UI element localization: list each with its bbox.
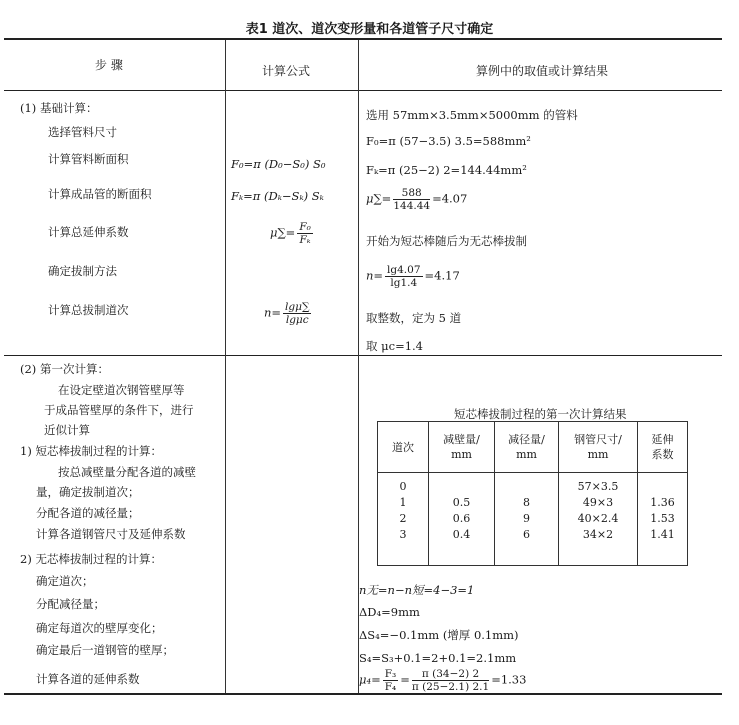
subtable-header-pass <box>378 422 429 473</box>
section2-intro-line-3: 近似计算 <box>44 423 90 437</box>
result-n-fraction <box>385 264 422 289</box>
column-divider-1 <box>225 40 226 693</box>
cell-diameter-2: 9 <box>523 512 530 525</box>
header-rule <box>4 90 722 91</box>
top-rule <box>4 38 722 40</box>
result-n <box>366 264 460 289</box>
result-mu4-denominator-2: π (25−2.1) 2.1 <box>411 681 490 693</box>
result-n-lhs: n= <box>366 268 384 283</box>
cell-wall-1: 0.5 <box>452 496 471 509</box>
result-mu4-fraction-1 <box>383 668 399 693</box>
result-f0: F₀=π (57−3.5) 3.5=588mm² <box>366 134 531 148</box>
section2-title: (2) 第一次计算： <box>20 362 109 376</box>
step-drawing-method: 确定拔制方法 <box>48 264 117 278</box>
formula-n-lhs: n= <box>264 305 282 320</box>
result-n-denominator: lg1.4 <box>390 277 418 289</box>
result-mu-numerator: 588 <box>393 187 430 200</box>
formula-mu-lhs: μ∑= <box>270 225 296 240</box>
result-mu-rhs: =4.07 <box>432 191 468 206</box>
step-product-area: 计算成品管的断面积 <box>48 187 152 201</box>
subtable <box>377 421 688 566</box>
result-fk: Fₖ=π (25−2) 2=144.44mm² <box>366 163 527 177</box>
result-mu4-rhs: =1.33 <box>491 672 527 687</box>
subtable-header-row <box>378 422 688 473</box>
subtable-header-elongation <box>638 422 688 473</box>
cell-wall-3: 0.4 <box>452 528 471 541</box>
cell-size-1: 49×3 <box>582 496 614 509</box>
formula-n-numerator: lgμ∑ <box>285 301 310 313</box>
result-mu4-denominator-1: F₄ <box>384 681 397 693</box>
sub1-line-4: 计算各道钢管尺寸及延伸系数 <box>36 527 186 541</box>
sub2-line-4: 确定最后一道钢管的壁厚； <box>36 643 174 657</box>
subtable-col-elongation <box>638 473 688 566</box>
cell-pass-0: 0 <box>399 480 407 493</box>
formula-fk: Fₖ=π (Dₖ−Sₖ) Sₖ <box>231 189 324 203</box>
section-rule <box>4 355 722 356</box>
result-mu4-numerator-2: π (34−2) 2 <box>412 668 489 681</box>
formula-mu-denominator: Fₖ <box>299 234 311 246</box>
step-tube-area: 计算管料断面积 <box>48 152 129 166</box>
cell-diameter-1: 8 <box>523 496 530 509</box>
cell-elongation-1: 1.36 <box>650 496 675 509</box>
cell-wall-0 <box>429 479 494 495</box>
cell-elongation-0 <box>638 479 687 495</box>
formula-mu <box>270 221 315 246</box>
subtable-header-size-text: 钢管尺寸/ mm <box>574 433 622 461</box>
header-result: 算例中的取值或计算结果 <box>476 64 609 78</box>
subtable-col-size <box>559 473 638 566</box>
result-n-rhs: =4.17 <box>424 268 460 283</box>
result-mu-lhs: μ∑= <box>366 191 392 206</box>
subtable-header-diameter-text: 减径量/ mm <box>508 433 545 461</box>
formula-n-fraction <box>283 301 311 326</box>
result-integer-passes: 取整数，定为 5 道 <box>366 311 462 325</box>
formula-f0: F₀=π (D₀−S₀) S₀ <box>231 157 326 171</box>
cell-pass-3: 3 <box>399 528 407 541</box>
subtable-header-size <box>559 422 638 473</box>
subtable-header-wall <box>429 422 495 473</box>
sub2-line-3: 确定每道次的壁厚变化； <box>36 621 163 635</box>
sub2-line-5: 计算各道的延伸系数 <box>36 672 140 686</box>
subtable-col-diameter <box>495 473 559 566</box>
section1-title: (1) 基础计算： <box>20 101 98 115</box>
cell-diameter-3: 6 <box>523 528 530 541</box>
step-select-tube: 选择管料尺寸 <box>48 125 117 139</box>
subtable-col-pass <box>378 473 429 566</box>
sub2-line-1: 确定道次； <box>36 574 94 588</box>
result-delta-d: ΔD₄=9mm <box>359 605 420 619</box>
cell-pass-2: 2 <box>399 512 407 525</box>
section2-intro-line-2: 于成品管壁厚的条件下，进行 <box>44 403 194 417</box>
subtable-col-wall <box>429 473 495 566</box>
step-total-elongation: 计算总延伸系数 <box>48 225 129 239</box>
subtable-header-diameter <box>495 422 559 473</box>
sub1-line-3: 分配各道的减径量； <box>36 506 140 520</box>
subtable-header-pass-text: 道次 <box>392 440 414 454</box>
formula-n-denominator: lgμc <box>285 314 309 326</box>
result-n-numerator: lg4.07 <box>387 264 421 276</box>
sub2-line-2: 分配减径量； <box>36 597 105 611</box>
formula-mu-fraction <box>297 221 313 246</box>
cell-elongation-3: 1.41 <box>650 528 675 541</box>
result-mu4 <box>359 668 526 693</box>
result-delta-s: ΔS₄=−0.1mm (增厚 0.1mm) <box>359 628 519 642</box>
subtable-header-wall-text: 减壁量/ mm <box>443 433 480 461</box>
cell-size-3: 34×2 <box>582 528 614 541</box>
step-total-passes: 计算总拔制道次 <box>48 303 129 317</box>
result-mu4-fraction-2 <box>412 668 489 693</box>
cell-diameter-0 <box>495 479 558 495</box>
sub1-line-2: 量，确定拔制道次； <box>36 485 140 499</box>
result-n-wu: n无=n−n短=4−3=1 <box>359 583 475 597</box>
result-mu-fraction <box>393 187 430 212</box>
cell-size-0: 57×3.5 <box>577 480 619 493</box>
sub1-title: 1) 短芯棒拔制过程的计算： <box>20 444 162 458</box>
cell-wall-2: 0.6 <box>452 512 471 525</box>
table-caption: 表1 道次、道次变形量和各道管子尺寸确定 <box>245 22 494 37</box>
result-mu4-numerator-1: F₃ <box>384 668 397 680</box>
header-steps: 步 骤 <box>95 58 123 72</box>
result-mu-denominator: 144.44 <box>393 200 431 212</box>
bottom-rule <box>4 693 722 695</box>
header-formula: 计算公式 <box>262 64 311 78</box>
section2-intro-line-1: 在设定壁道次钢管壁厚等 <box>58 383 185 397</box>
formula-n <box>264 301 313 326</box>
formula-mu-numerator: F₀ <box>299 221 311 233</box>
result-mu4-lhs: μ₄= <box>359 672 381 687</box>
result-mu <box>366 187 467 212</box>
result-method: 开始为短芯棒随后为无芯棒拔制 <box>366 234 527 248</box>
cell-size-2: 40×2.4 <box>577 512 619 525</box>
subtable-caption: 短芯棒拔制过程的第一次计算结果 <box>454 407 627 421</box>
result-tube-choice: 选用 57mm×3.5mm×5000mm 的管料 <box>366 108 578 122</box>
result-s4: S₄=S₃+0.1=2+0.1=2.1mm <box>359 651 517 665</box>
sub1-line-1: 按总减壁量分配各道的减壁 <box>58 465 196 479</box>
cell-pass-1: 1 <box>399 496 407 509</box>
result-mu4-equals: = <box>400 672 410 687</box>
subtable-body-row <box>378 473 688 566</box>
sub2-title: 2) 无芯棒拔制过程的计算： <box>20 552 162 566</box>
subtable-header-elongation-text: 延伸 系数 <box>651 433 674 461</box>
cell-elongation-2: 1.53 <box>650 512 675 525</box>
result-mu-c: 取 μc=1.4 <box>366 339 423 353</box>
